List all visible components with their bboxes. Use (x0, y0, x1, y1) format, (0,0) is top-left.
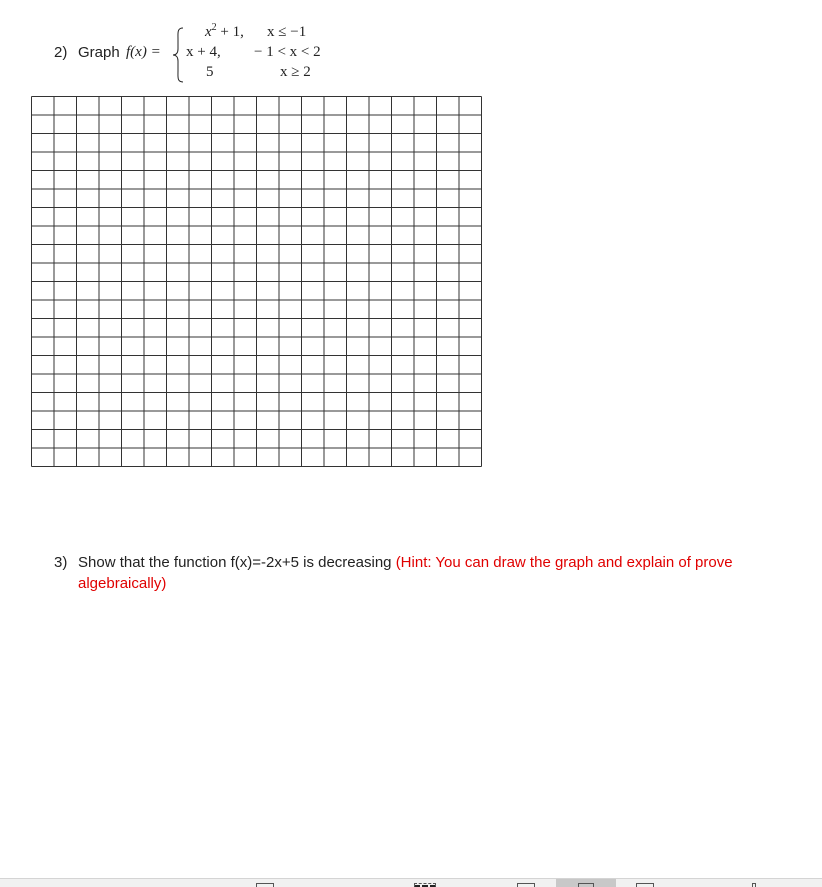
question-3-text: Show that the function f(x)=-2x+5 is decreasing (78, 554, 396, 571)
zoom-slider-handle[interactable] (752, 883, 756, 887)
left-brace-icon (172, 27, 186, 83)
question-3-number: 3) (54, 554, 68, 571)
graph-grid (31, 96, 482, 467)
piece-2-condition: − 1 < x < 2 (254, 44, 321, 60)
print-layout-icon[interactable] (414, 883, 436, 887)
function-lhs (126, 42, 161, 63)
question-2-number: 2) (54, 44, 68, 61)
function-lhs-text: f(x) = (126, 44, 161, 60)
question-3-hint: (Hint: You can draw the graph and explain of prove algebraically) (78, 554, 733, 592)
piece-3-expression: 5 (206, 64, 214, 80)
zoom-icon[interactable] (636, 883, 654, 887)
piece-1-expression: $x^2 + 1$, (205, 22, 244, 40)
graph-grid-lines (31, 96, 482, 467)
piece-1-condition: x ≤ −1 (267, 24, 307, 40)
read-mode-icon[interactable] (256, 883, 274, 887)
piece-3-condition: x ≥ 2 (280, 64, 311, 80)
question-2 (54, 42, 161, 63)
piece-2-expression: x + 4, (186, 44, 221, 60)
web-layout-icon[interactable] (517, 883, 535, 887)
question-3-body (78, 552, 768, 594)
status-bar (0, 878, 822, 887)
focus-icon[interactable] (578, 883, 594, 887)
question-2-prompt: Graph (78, 44, 120, 61)
